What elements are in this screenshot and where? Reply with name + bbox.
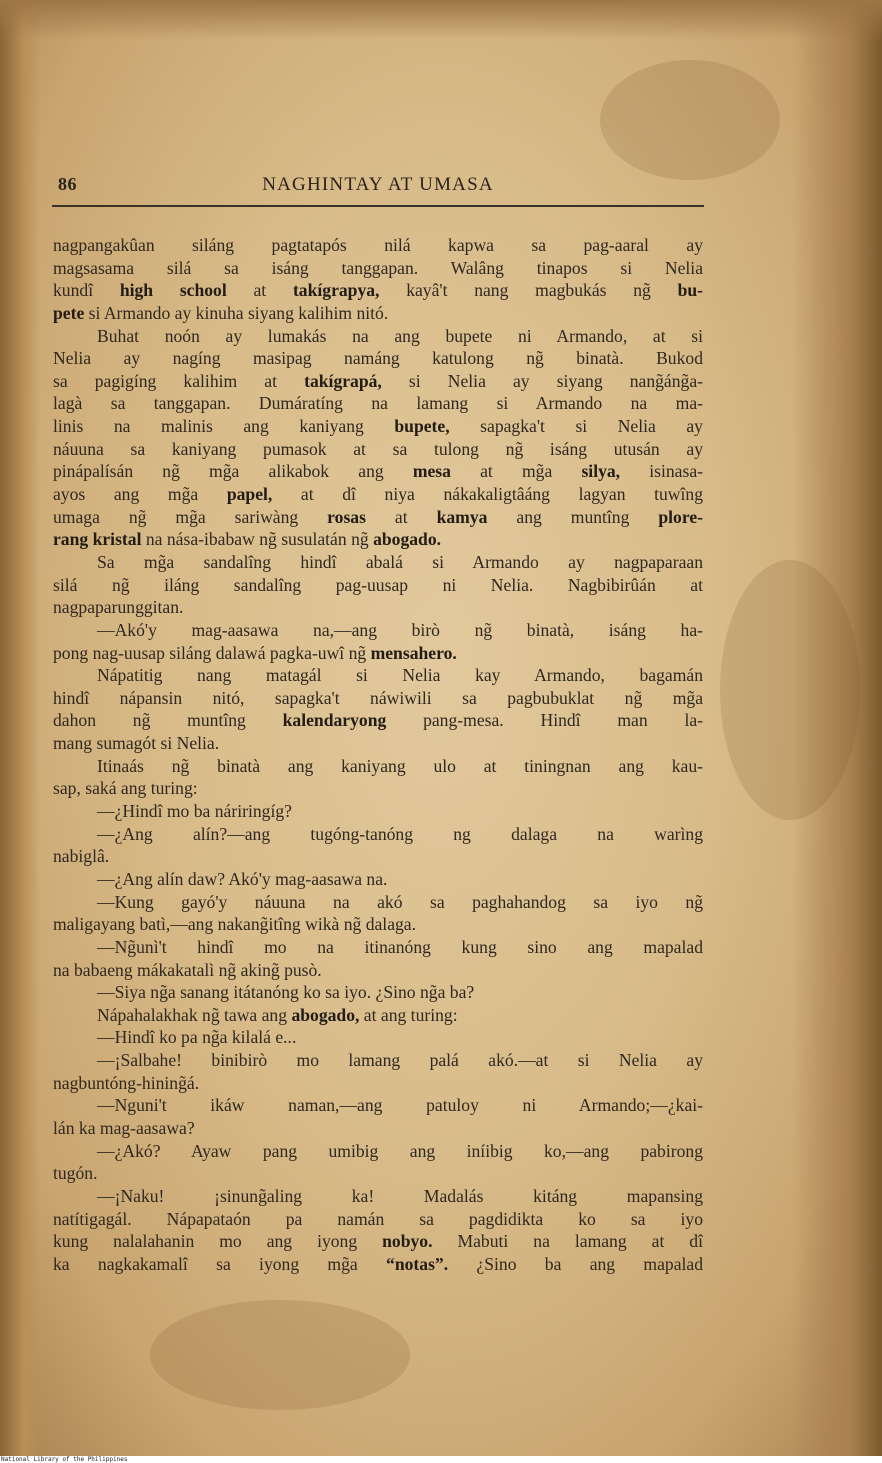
text-line: —¡Salbahe! binibirò mo lamang palá akó.—at si Nelia ay <box>97 1050 703 1071</box>
text-line: —¿Hindî mo ba náriringíg? <box>97 801 292 822</box>
text-line: nabiglâ. <box>53 846 110 867</box>
running-title: NAGHINTAY AT UMASA <box>262 174 494 195</box>
text-line: ka nagkakamalî sa iyong mg̃a “notas”. ¿Sino ba ang mapalad <box>53 1253 703 1274</box>
text-line: sap, saká ang turing: <box>53 778 198 799</box>
body-text <box>53 234 703 1275</box>
footer-bar <box>0 1456 882 1463</box>
text-line: sa pagigíng kalihim at takígrapá, si Nelia ay siyang nang̃áng̃a- <box>53 370 703 391</box>
text-line: —Hindî ko pa ng̃a kilalá e... <box>97 1027 297 1048</box>
text-line: lagà sa tanggapan. Dumáratíng na lamang si Armando na ma- <box>53 393 703 414</box>
text-line: nagbuntóng-hining̃á. <box>53 1072 200 1093</box>
page-number: 86 <box>58 174 77 194</box>
text-line: magsasama silá sa isáng tanggapan. Walâng tinapos si Nelia <box>53 257 703 278</box>
text-line: nagpaparunggitan. <box>53 597 184 618</box>
text-line: —Nguni't ikáw naman,—ang patuloy ni Armando;—¿kai- <box>97 1095 703 1116</box>
text-line: —Kung gayó'y náuuna na akó sa paghahandog sa iyo ng̃ <box>97 891 703 912</box>
text-line: —¿Ang alín?—ang tugóng-tanóng ng dalaga na warìng <box>97 823 703 844</box>
library-credit: National Library of the Philippines <box>1 1456 128 1463</box>
paper-stain <box>600 60 780 180</box>
text-line: náuuna sa kaniyang pumasok at sa tulong ng̃ isáng utusán ay <box>53 438 703 459</box>
text-line: nagpangakûan siláng pagtatapós nilá kapwa sa pag-aaral ay <box>53 235 703 255</box>
text-line: maligayang batì,—ang nakang̃itîng wikà ng̃ dalaga. <box>53 914 417 935</box>
page-edge-shadow-left <box>0 0 40 1456</box>
text-line: hindî nápansin nitó, sapagka't náwiwili sa pagbubuklat ng̃ mg̃a <box>53 687 703 708</box>
text-line: pete si Armando ay kinuha siyang kalihim nitó. <box>53 302 389 323</box>
paper-stain <box>150 1300 410 1410</box>
text-line: —¿Akó? Ayaw pang umibig ang iníibig ko,—ang pabirong <box>97 1140 703 1161</box>
text-line: —¿Ang alín daw? Akó'y mag-aasawa na. <box>97 868 388 889</box>
page-edge-shadow-top <box>0 0 882 40</box>
text-line: —Akó'y mag-aasawa na,—ang birò ng̃ binatà, isáng ha- <box>97 619 703 640</box>
text-line: dahon ng̃ muntîng kalendaryong pang-mesa. Hindî man la- <box>53 710 703 731</box>
text-line: mang sumagót si Nelia. <box>53 733 220 754</box>
text-line: silá ng̃ iláng sandalîng pag-uusap ni Nelia. Nagbibirûán at <box>53 574 703 595</box>
text-line: tugón. <box>53 1163 98 1184</box>
text-line: ayos ang mg̃a papel, at dî niya nákakaligtâáng lagyan tuwîng <box>53 484 703 505</box>
running-header <box>53 174 703 200</box>
text-line: pinápalísán ng̃ mg̃a alikabok ang mesa at mg̃a silya, isinasa- <box>53 461 703 482</box>
text-line: Nelia ay nagíng masipag namáng katulong ng̃ binatà. Bukod <box>53 348 703 369</box>
text-line: rang kristal na nása-ibabaw ng̃ susulatán ng̃ abogado. <box>53 529 442 550</box>
text-line: —¡Naku! ¡sinung̃aling ka! Madalás kitáng mapansing <box>97 1185 703 1206</box>
text-line: Sa mg̃a sandalîng hindî abalá si Armando ay nagpaparaan <box>97 551 703 572</box>
text-line: natítigagál. Nápapataón pa namán sa pagdidikta ko sa iyo <box>53 1208 703 1229</box>
text-line: pong nag-uusap siláng dalawá pagka-uwî ng̃ mensahero. <box>53 642 457 663</box>
text-line: umaga ng̃ mg̃a sariwàng rosas at kamya ang muntîng plore- <box>53 506 703 527</box>
text-line: linis na malinis ang kaniyang bupete, sapagka't si Nelia ay <box>53 416 703 437</box>
text-line: kundî high school at takígrapya, kayâ't nang magbukás ng̃ bu- <box>53 280 703 301</box>
text-line: Nápatitig nang matagál si Nelia kay Armando, bagamán <box>97 665 703 686</box>
text-line: Itinaás ng̃ binatà ang kaniyang ulo at tiningnan ang kau- <box>97 755 703 776</box>
text-line: kung nalalahanin mo ang iyong nobyo. Mabuti na lamang at dî <box>53 1231 703 1252</box>
text-line: —Ng̃unì't hindî mo na itinanóng kung sino ang mapalad <box>97 936 703 957</box>
text-line: Buhat noón ay lumakás na ang bupete ni Armando, at si <box>97 325 703 346</box>
header-rule <box>52 205 704 207</box>
text-line: na babaeng mákakatalì ng̃ aking̃ pusò. <box>53 959 322 980</box>
text-line: lán ka mag-aasawa? <box>53 1117 195 1138</box>
paper-stain <box>720 560 860 820</box>
text-line: Nápahalakhak ng̃ tawa ang abogado, at ang turing: <box>97 1004 458 1025</box>
text-line: —Siya ng̃a sanang itátanóng ko sa iyo. ¿Sino ng̃a ba? <box>97 982 475 1003</box>
